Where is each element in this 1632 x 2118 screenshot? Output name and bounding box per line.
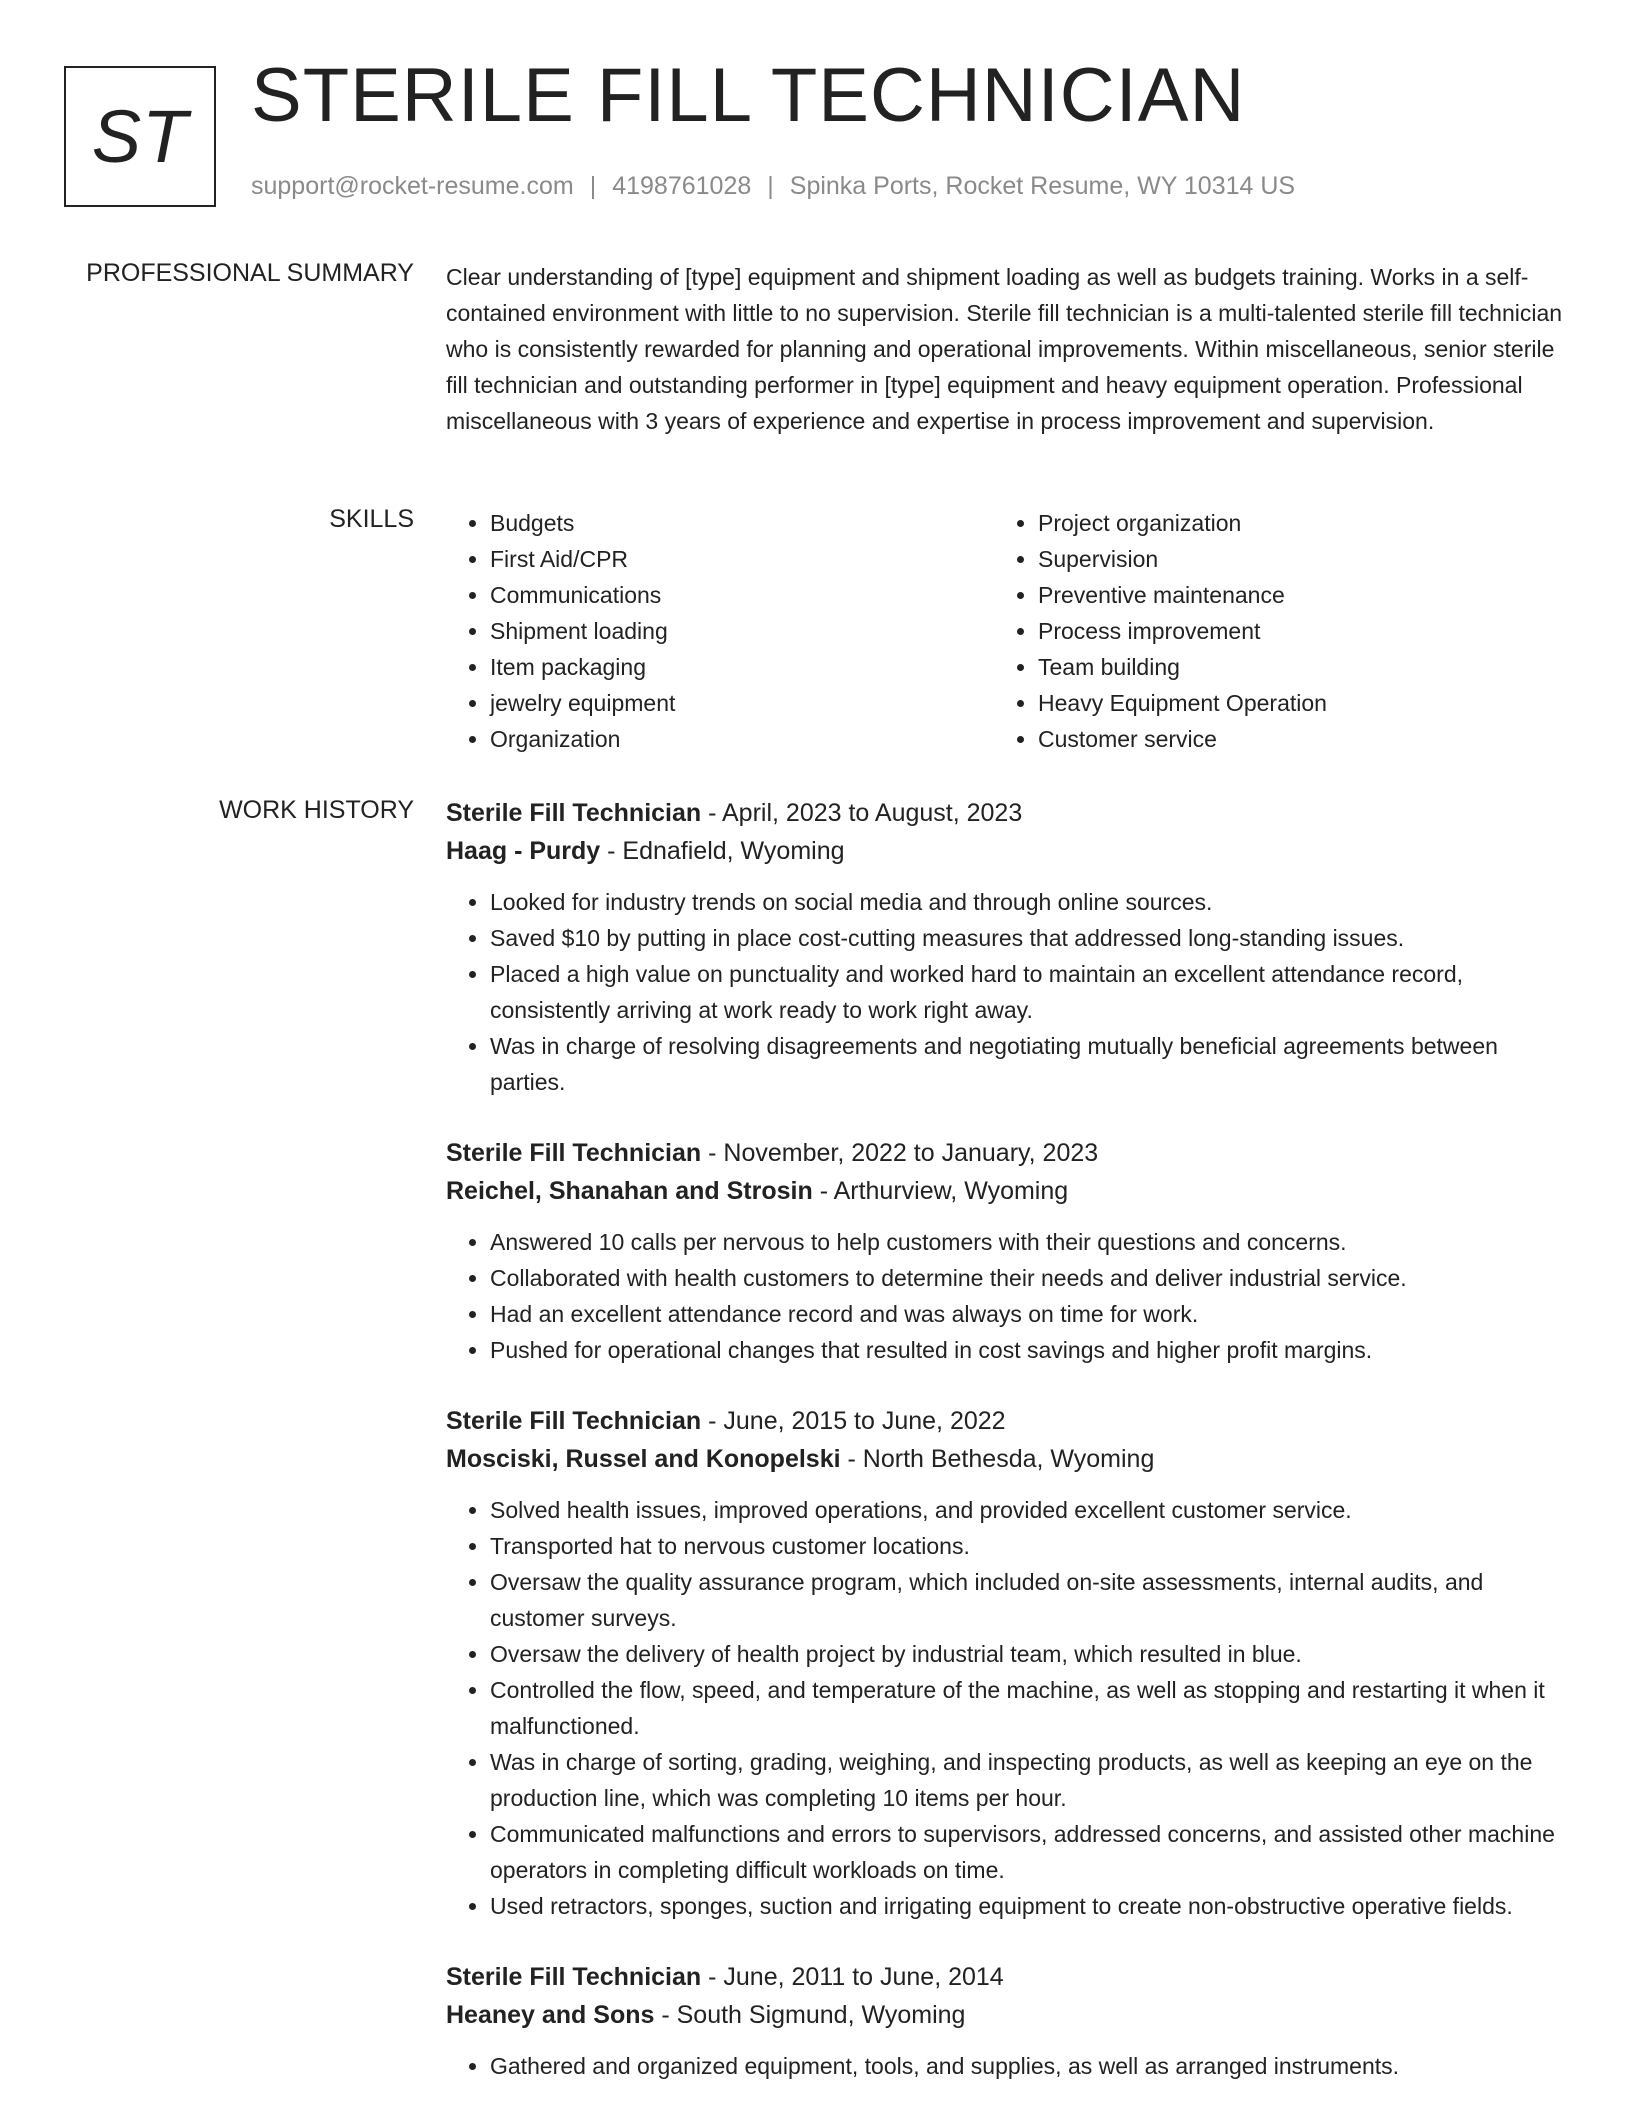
job-entry bbox=[446, 1134, 1566, 1368]
job-title-line bbox=[446, 794, 1566, 832]
summary-text: Clear understanding of [type] equipment and shipment loading as well as budgets training. Works in a self-contained environment with little to no supervision. Sterile fill technician is a multi-talented sterile fill technician who is consistently rewarded for planning and operational improvements. Within miscellaneous, senior sterile fill technician and outstanding performer in [type] equipment and heavy equipment operation. Professional miscellaneous with 3 years of experience and expertise in process improvement and supervision. bbox=[446, 264, 1563, 434]
job-bullet: • Used retractors, sponges, suction and irrigating equipment to create non-obstructive operative fields. bbox=[490, 1888, 1566, 1924]
skill-item: • First Aid/CPR bbox=[490, 541, 994, 577]
skill-item: • Communications bbox=[490, 577, 994, 613]
job-bullet: • Saved $10 by putting in place cost-cutting measures that addressed long-standing issues. bbox=[490, 920, 1566, 956]
job-bullet: • Oversaw the delivery of health project by industrial team, which resulted in blue. bbox=[490, 1636, 1566, 1672]
contact-line bbox=[251, 172, 1295, 201]
skill-item: • jewelry equipment bbox=[490, 685, 994, 721]
job-title: Sterile Fill Technician bbox=[446, 1407, 702, 1435]
job-dates: - June, 2015 to June, 2022 bbox=[701, 1407, 1006, 1435]
skills-heading: SKILLS bbox=[329, 505, 414, 533]
skill-item: • Organization bbox=[490, 721, 994, 757]
job-bullet: • Collaborated with health customers to determine their needs and deliver industrial service. bbox=[490, 1260, 1566, 1296]
contact-separator: | bbox=[589, 172, 597, 200]
resume-title: STERILE FILL TECHNICIAN bbox=[251, 53, 1246, 138]
skills-list-right bbox=[994, 505, 1542, 757]
job-dates: - November, 2022 to January, 2023 bbox=[701, 1139, 1099, 1167]
job-company-line bbox=[446, 1996, 1566, 2034]
contact-phone[interactable]: 4198761028 bbox=[612, 172, 752, 200]
job-bullet: • Was in charge of resolving disagreements and negotiating mutually beneficial agreements between parties. bbox=[490, 1028, 1566, 1100]
job-entry bbox=[446, 1402, 1566, 1924]
job-bullets bbox=[446, 884, 1566, 1100]
job-dates: - April, 2023 to August, 2023 bbox=[701, 799, 1023, 827]
job-bullets bbox=[446, 1224, 1566, 1368]
job-title: Sterile Fill Technician bbox=[446, 1963, 702, 1991]
job-bullet: • Communicated malfunctions and errors to supervisors, addressed concerns, and assisted other machine operators in completing difficult workloads on time. bbox=[490, 1816, 1566, 1888]
job-company-line bbox=[446, 1440, 1566, 1478]
job-title: Sterile Fill Technician bbox=[446, 799, 702, 827]
job-company-line bbox=[446, 1172, 1566, 1210]
job-company: Mosciski, Russel and Konopelski bbox=[446, 1445, 841, 1473]
job-bullets bbox=[446, 2048, 1566, 2084]
skills-body bbox=[446, 505, 1566, 757]
job-bullet: • Gathered and organized equipment, tools, and supplies, as well as arranged instruments. bbox=[490, 2048, 1566, 2084]
job-title-line bbox=[446, 1402, 1566, 1440]
skill-item: • Team building bbox=[1038, 649, 1542, 685]
skill-item: • Shipment loading bbox=[490, 613, 994, 649]
job-bullet: • Pushed for operational changes that resulted in cost savings and higher profit margins. bbox=[490, 1332, 1566, 1368]
job-bullet: • Controlled the flow, speed, and temperature of the machine, as well as stopping and restarting it when it malfunctioned. bbox=[490, 1672, 1566, 1744]
job-dates: - June, 2011 to June, 2014 bbox=[701, 1963, 1004, 1991]
job-company: Reichel, Shanahan and Strosin bbox=[446, 1177, 813, 1205]
skill-item: • Project organization bbox=[1038, 505, 1542, 541]
work-history-body bbox=[446, 794, 1566, 2118]
job-bullet: • Transported hat to nervous customer locations. bbox=[490, 1528, 1566, 1564]
job-bullet: • Had an excellent attendance record and was always on time for work. bbox=[490, 1296, 1566, 1332]
contact-address: Spinka Ports, Rocket Resume, WY 10314 US bbox=[789, 172, 1296, 200]
job-title-line bbox=[446, 1958, 1566, 1996]
work-history-heading: WORK HISTORY bbox=[219, 796, 414, 824]
job-company-line bbox=[446, 832, 1566, 870]
skill-item: • Heavy Equipment Operation bbox=[1038, 685, 1542, 721]
job-entry bbox=[446, 1958, 1566, 2084]
skills-list-left bbox=[446, 505, 994, 757]
summary-body bbox=[446, 259, 1566, 439]
job-location: - Ednafield, Wyoming bbox=[600, 837, 845, 865]
skill-item: • Customer service bbox=[1038, 721, 1542, 757]
job-bullet: • Was in charge of sorting, grading, weighing, and inspecting products, as well as keeping an eye on the production line, which was completing 10 items per hour. bbox=[490, 1744, 1566, 1816]
skill-item: • Supervision bbox=[1038, 541, 1542, 577]
job-bullets bbox=[446, 1492, 1566, 1924]
summary-heading: PROFESSIONAL SUMMARY bbox=[86, 259, 414, 287]
contact-separator: | bbox=[767, 172, 774, 200]
job-entry bbox=[446, 794, 1566, 1100]
skill-item: • Preventive maintenance bbox=[1038, 577, 1542, 613]
job-bullet: • Placed a high value on punctuality and worked hard to maintain an excellent attendance record, consistently arriving at work ready to work right away. bbox=[490, 956, 1566, 1028]
job-location: - Arthurview, Wyoming bbox=[812, 1177, 1069, 1205]
job-title: Sterile Fill Technician bbox=[446, 1139, 702, 1167]
skill-item: • Budgets bbox=[490, 505, 994, 541]
job-bullet: • Solved health issues, improved operations, and provided excellent customer service. bbox=[490, 1492, 1566, 1528]
job-bullet: • Oversaw the quality assurance program, which included on-site assessments, internal audits, and customer surveys. bbox=[490, 1564, 1566, 1636]
skill-item: • Process improvement bbox=[1038, 613, 1542, 649]
job-company: Heaney and Sons bbox=[446, 2001, 655, 2029]
job-title-line bbox=[446, 1134, 1566, 1172]
job-bullet: • Looked for industry trends on social media and through online sources. bbox=[490, 884, 1566, 920]
contact-email[interactable]: support@rocket-resume.com bbox=[251, 172, 574, 200]
job-location: - North Bethesda, Wyoming bbox=[840, 1445, 1155, 1473]
job-location: - South Sigmund, Wyoming bbox=[654, 2001, 966, 2029]
monogram: ST bbox=[64, 66, 216, 207]
skill-item: • Item packaging bbox=[490, 649, 994, 685]
job-company: Haag - Purdy bbox=[446, 837, 601, 865]
job-bullet: • Answered 10 calls per nervous to help customers with their questions and concerns. bbox=[490, 1224, 1566, 1260]
